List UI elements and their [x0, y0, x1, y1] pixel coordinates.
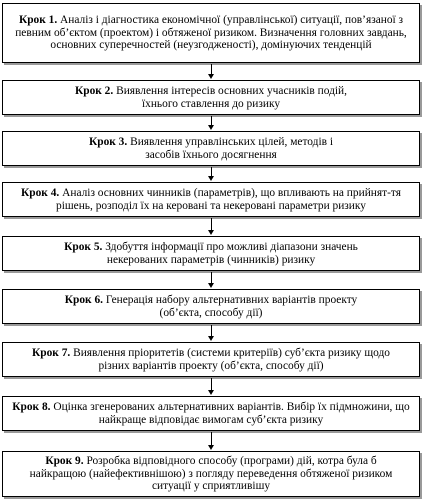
arrow-5-6-head — [208, 283, 214, 288]
step-6-box — [2, 289, 420, 324]
step-4-box — [2, 182, 420, 217]
arrow-6-7-head — [208, 336, 214, 341]
arrow-3-4-line — [211, 167, 212, 176]
step-3-title: Крок 3. — [88, 135, 128, 148]
step-9-box — [2, 451, 420, 497]
arrow-5-6-line — [211, 272, 212, 283]
step-4-title: Крок 4. — [21, 186, 60, 199]
arrow-8-9-line — [211, 432, 212, 445]
step-7-title: Крок 7. — [32, 346, 71, 359]
step-2-text: Виявлення інтересів основних учасників подій, їхнього ставлення до ризику — [116, 84, 348, 110]
step-5-title: Крок 5. — [64, 240, 103, 253]
step-2-box — [2, 80, 420, 115]
arrow-4-5-head — [208, 230, 214, 235]
arrow-4-5-line — [211, 218, 212, 230]
arrow-1-2-head — [208, 74, 214, 79]
arrow-7-8-head — [208, 390, 214, 395]
arrow-7-8-line — [211, 378, 212, 390]
step-9-text: Розробка відповідного способу (програми) дій, котра була б найкращою (найефективнішою) з погляду переведення обтяженої ризиком ситуації у сприятливішу — [29, 455, 393, 493]
arrow-1-2-line — [211, 64, 212, 74]
step-1-box — [2, 3, 420, 63]
step-3-text: Виявлення управлінських цілей, методів і засобів їхнього досягнення — [130, 135, 334, 161]
arrow-2-3-head — [208, 125, 214, 130]
step-6-text: Генерація набору альтернативних варіантів проекту (об’єкта, способу дії) — [105, 293, 358, 319]
step-8-box — [2, 396, 420, 431]
step-3-box — [2, 131, 420, 166]
step-5-text: Здобуття інформації про можливі діапазони значень некерованих параметрів (чинників) ризику — [105, 240, 358, 266]
arrow-8-9-head — [208, 445, 214, 450]
arrow-6-7-line — [211, 325, 212, 336]
arrow-2-3-line — [211, 116, 212, 125]
step-2-title: Крок 2. — [74, 84, 114, 97]
step-8-title: Крок 8. — [12, 400, 51, 413]
arrow-3-4-head — [208, 176, 214, 181]
step-6-title: Крок 6. — [64, 293, 103, 306]
step-8-text: Оцінка згенерованих альтернативних варіантів. Вибір їх підмножини, що найкраще відповідає вимогам суб’єкта ризику — [53, 400, 410, 426]
step-1-title: Крок 1. — [18, 14, 58, 27]
step-4-text: Аналіз основних чинників (параметрів), що впливають на прийнят-тя рішень, розподіл їх на керовані та некеровані параметри ризику — [56, 186, 401, 212]
step-7-box — [2, 342, 420, 377]
step-5-box — [2, 236, 420, 271]
step-1-text: Аналіз і діагностика економічної (управлінської) ситуації, пов’язаної з певним об’єктом (проектом) і обтяженої ризиком. Визначення головних завдань, основних суперечностей (неузгодженості), домінуючих тенденцій — [15, 14, 407, 52]
step-9-title: Крок 9. — [45, 455, 84, 468]
step-7-text: Виявлення пріоритетів (системи критеріїв) суб’єкта ризику щодо різних варіантів проекту (об’єкта, способу дії) — [73, 346, 390, 372]
